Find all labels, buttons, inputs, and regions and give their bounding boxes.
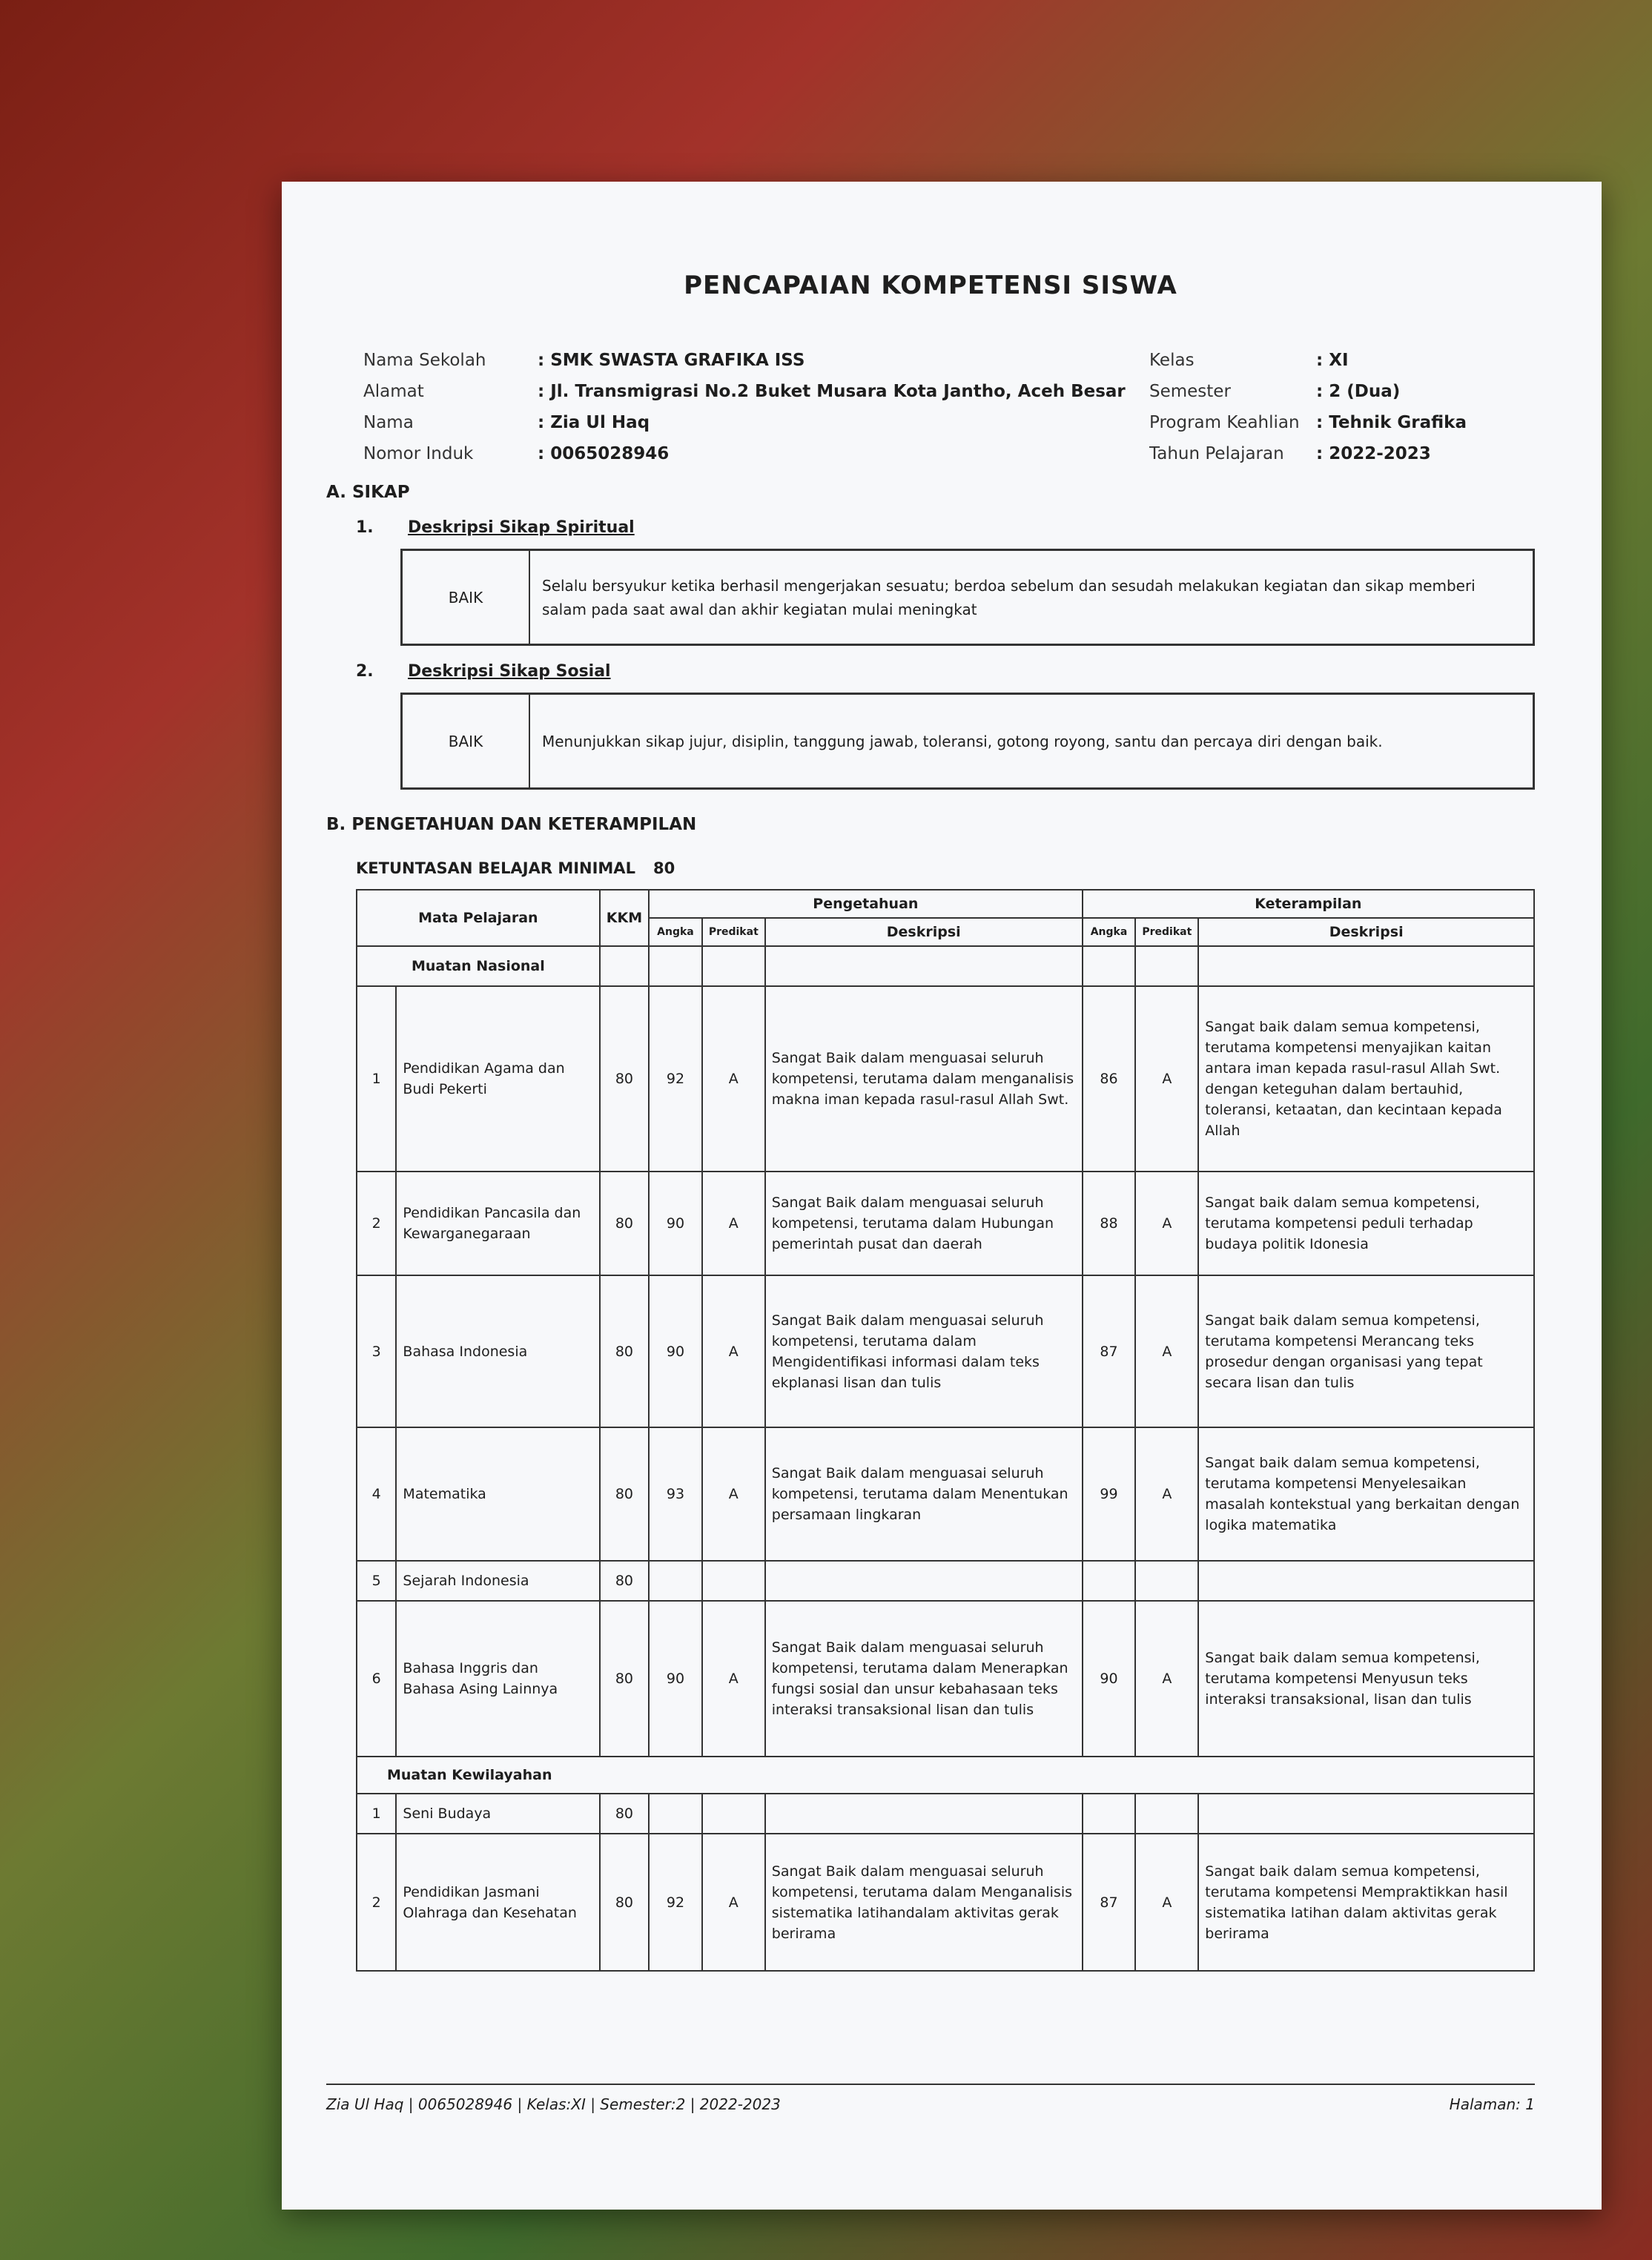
table-row bbox=[357, 1601, 1534, 1757]
table-row bbox=[357, 1172, 1534, 1275]
identity-row bbox=[1149, 376, 1535, 407]
row-number: 6 bbox=[357, 1601, 396, 1757]
identity-label: Nama bbox=[363, 413, 414, 432]
identity-value: : Jl. Transmigrasi No.2 Buket Musara Kota Jantho, Aceh Besar bbox=[538, 382, 1126, 401]
kkm-value: 80 bbox=[600, 1834, 649, 1971]
group-row bbox=[357, 946, 1534, 986]
identity-left bbox=[363, 345, 1126, 469]
empty-cell bbox=[600, 946, 649, 986]
keterampilan-deskripsi: Sangat baik dalam semua kompetensi, terutama kompetensi menyajikan kaitan antara iman kepada rasul-rasul Allah Swt. dengan keteguhan dalam bertauhid, toleransi, ketaatan, dan kecintaan kepada Allah bbox=[1198, 986, 1534, 1172]
identity-value: : Tehnik Grafika bbox=[1316, 413, 1467, 432]
pengetahuan-deskripsi bbox=[765, 1794, 1083, 1834]
kbm-label: KETUNTASAN BELAJAR MINIMAL bbox=[356, 859, 635, 877]
sikap-sosial-heading bbox=[356, 662, 1535, 681]
identity-row bbox=[363, 345, 1126, 376]
row-number: 4 bbox=[357, 1427, 396, 1561]
identity-label: Nama Sekolah bbox=[363, 351, 486, 370]
table-row bbox=[357, 1794, 1534, 1834]
kkm-value: 80 bbox=[600, 986, 649, 1172]
pengetahuan-deskripsi: Sangat Baik dalam menguasai seluruh kompetensi, terutama dalam Mengidentifikasi informasi dalam teks ekplanasi lisan dan tulis bbox=[765, 1275, 1083, 1427]
page-footer bbox=[326, 2084, 1535, 2113]
sub-number: 1. bbox=[356, 518, 374, 537]
table-row bbox=[357, 1275, 1534, 1427]
kkm-value: 80 bbox=[600, 1794, 649, 1834]
identity-label: Nomor Induk bbox=[363, 444, 474, 463]
student-identity bbox=[326, 345, 1535, 469]
pengetahuan-predikat: A bbox=[702, 1601, 765, 1757]
table-row bbox=[357, 1834, 1534, 1971]
empty-cell bbox=[649, 946, 702, 986]
sikap-sosial-box bbox=[400, 693, 1535, 790]
keterampilan-angka: 99 bbox=[1083, 1427, 1136, 1561]
keterampilan-deskripsi: Sangat baik dalam semua kompetensi, terutama kompetensi peduli terhadap budaya politik Idonesia bbox=[1198, 1172, 1534, 1275]
subject-name: Bahasa Inggris dan Bahasa Asing Lainnya bbox=[396, 1601, 599, 1757]
row-number: 5 bbox=[357, 1561, 396, 1601]
keterampilan-angka bbox=[1083, 1794, 1136, 1834]
pengetahuan-deskripsi bbox=[765, 1561, 1083, 1601]
keterampilan-angka: 86 bbox=[1083, 986, 1136, 1172]
sikap-spiritual-box bbox=[400, 549, 1535, 646]
identity-row bbox=[363, 407, 1126, 438]
identity-label: Tahun Pelajaran bbox=[1149, 444, 1284, 463]
subject-name: Sejarah Indonesia bbox=[396, 1561, 599, 1601]
identity-value: : 0065028946 bbox=[538, 444, 670, 463]
subject-name: Matematika bbox=[396, 1427, 599, 1561]
identity-row bbox=[1149, 438, 1535, 469]
identity-row bbox=[1149, 345, 1535, 376]
sikap-deskripsi: Menunjukkan sikap jujur, disiplin, tanggung jawab, toleransi, gotong royong, santu dan percaya diri dengan baik. bbox=[542, 732, 1383, 750]
keterampilan-predikat: A bbox=[1135, 1275, 1198, 1427]
keterampilan-predikat: A bbox=[1135, 1834, 1198, 1971]
group-label: Muatan Kewilayahan bbox=[357, 1757, 1534, 1794]
empty-cell bbox=[765, 946, 1083, 986]
subject-name: Bahasa Indonesia bbox=[396, 1275, 599, 1427]
subject-name: Pendidikan Jasmani Olahraga dan Kesehatan bbox=[396, 1834, 599, 1971]
keterampilan-angka: 90 bbox=[1083, 1601, 1136, 1757]
pengetahuan-angka: 90 bbox=[649, 1275, 702, 1427]
keterampilan-predikat bbox=[1135, 1561, 1198, 1601]
table-row bbox=[357, 1427, 1534, 1561]
kkm-value: 80 bbox=[600, 1601, 649, 1757]
pengetahuan-predikat bbox=[702, 1561, 765, 1601]
identity-row bbox=[1149, 407, 1535, 438]
pengetahuan-angka: 90 bbox=[649, 1601, 702, 1757]
section-sikap-heading: A. SIKAP bbox=[326, 483, 410, 502]
pengetahuan-deskripsi: Sangat Baik dalam menguasai seluruh kompetensi, terutama dalam Menentukan persamaan lingkaran bbox=[765, 1427, 1083, 1561]
header-predikat: Predikat bbox=[702, 918, 765, 946]
report-sheet bbox=[282, 182, 1602, 2210]
subject-name: Seni Budaya bbox=[396, 1794, 599, 1834]
page-title: PENCAPAIAN KOMPETENSI SISWA bbox=[684, 271, 1177, 300]
pengetahuan-predikat: A bbox=[702, 1275, 765, 1427]
sikap-predikat: BAIK bbox=[403, 695, 530, 787]
keterampilan-deskripsi: Sangat baik dalam semua kompetensi, terutama kompetensi Merancang teks prosedur dengan organisasi yang tepat secara lisan dan tulis bbox=[1198, 1275, 1534, 1427]
identity-label: Program Keahlian bbox=[1149, 413, 1300, 432]
pengetahuan-angka: 92 bbox=[649, 986, 702, 1172]
identity-value: : 2 (Dua) bbox=[1316, 382, 1401, 401]
keterampilan-angka: 87 bbox=[1083, 1275, 1136, 1427]
identity-row bbox=[363, 438, 1126, 469]
keterampilan-angka: 87 bbox=[1083, 1834, 1136, 1971]
pengetahuan-deskripsi: Sangat Baik dalam menguasai seluruh kompetensi, terutama dalam Hubungan pemerintah pusat dan daerah bbox=[765, 1172, 1083, 1275]
keterampilan-deskripsi bbox=[1198, 1794, 1534, 1834]
sub-label: Deskripsi Sikap Sosial bbox=[408, 662, 611, 681]
section-pengetahuan-heading: B. PENGETAHUAN DAN KETERAMPILAN bbox=[326, 815, 697, 834]
empty-cell bbox=[1135, 946, 1198, 986]
row-number: 1 bbox=[357, 1794, 396, 1834]
identity-value: : SMK SWASTA GRAFIKA ISS bbox=[538, 351, 805, 370]
identity-value: : Zia Ul Haq bbox=[538, 413, 650, 432]
keterampilan-deskripsi: Sangat baik dalam semua kompetensi, terutama kompetensi Menyusun teks interaksi transaksional, lisan dan tulis bbox=[1198, 1601, 1534, 1757]
sikap-predikat: BAIK bbox=[403, 551, 530, 644]
identity-label: Semester bbox=[1149, 382, 1231, 401]
footer-student-info: Zia Ul Haq | 0065028946 | Kelas:XI | Semester:2 | 2022-2023 bbox=[326, 2095, 781, 2113]
identity-row bbox=[363, 376, 1126, 407]
sub-number: 2. bbox=[356, 662, 374, 681]
header-angka: Angka bbox=[1083, 918, 1136, 946]
header-kkm: KKM bbox=[600, 890, 649, 946]
pengetahuan-deskripsi: Sangat Baik dalam menguasai seluruh kompetensi, terutama dalam Menganalisis sistematika latihandalam aktivitas gerak berirama bbox=[765, 1834, 1083, 1971]
kkm-value: 80 bbox=[600, 1561, 649, 1601]
pengetahuan-angka bbox=[649, 1561, 702, 1601]
identity-value: : 2022-2023 bbox=[1316, 444, 1431, 463]
empty-cell bbox=[1198, 946, 1534, 986]
pengetahuan-predikat bbox=[702, 1794, 765, 1834]
pengetahuan-angka: 92 bbox=[649, 1834, 702, 1971]
keterampilan-deskripsi: Sangat baik dalam semua kompetensi, terutama kompetensi Menyelesaikan masalah kontekstual yang berkaitan dengan logika matematika bbox=[1198, 1427, 1534, 1561]
grades-table bbox=[356, 889, 1535, 1972]
header-mapel: Mata Pelajaran bbox=[357, 890, 600, 946]
sub-label: Deskripsi Sikap Spiritual bbox=[408, 518, 635, 537]
kbm-value: 80 bbox=[652, 859, 675, 877]
row-number: 1 bbox=[357, 986, 396, 1172]
empty-cell bbox=[702, 946, 765, 986]
kkm-value: 80 bbox=[600, 1427, 649, 1561]
group-label: Muatan Nasional bbox=[357, 946, 600, 986]
header-deskripsi: Deskripsi bbox=[1198, 918, 1534, 946]
pengetahuan-angka: 90 bbox=[649, 1172, 702, 1275]
table-row bbox=[357, 1561, 1534, 1601]
kkm-value: 80 bbox=[600, 1172, 649, 1275]
row-number: 2 bbox=[357, 1172, 396, 1275]
keterampilan-predikat bbox=[1135, 1794, 1198, 1834]
page-number: Halaman: 1 bbox=[1449, 2095, 1535, 2113]
identity-right bbox=[1149, 345, 1535, 469]
keterampilan-angka: 88 bbox=[1083, 1172, 1136, 1275]
keterampilan-predikat: A bbox=[1135, 1172, 1198, 1275]
pengetahuan-predikat: A bbox=[702, 1427, 765, 1561]
keterampilan-deskripsi: Sangat baik dalam semua kompetensi, terutama kompetensi Mempraktikkan hasil sistematika latihan dalam aktivitas gerak berirama bbox=[1198, 1834, 1534, 1971]
subject-name: Pendidikan Pancasila dan Kewarganegaraan bbox=[396, 1172, 599, 1275]
identity-label: Alamat bbox=[363, 382, 424, 401]
header-deskripsi: Deskripsi bbox=[765, 918, 1083, 946]
subject-name: Pendidikan Agama dan Budi Pekerti bbox=[396, 986, 599, 1172]
row-number: 2 bbox=[357, 1834, 396, 1971]
row-number: 3 bbox=[357, 1275, 396, 1427]
sikap-spiritual-heading bbox=[356, 518, 1535, 537]
pengetahuan-angka bbox=[649, 1794, 702, 1834]
keterampilan-predikat: A bbox=[1135, 986, 1198, 1172]
pengetahuan-deskripsi: Sangat Baik dalam menguasai seluruh kompetensi, terutama dalam menganalisis makna iman kepada rasul-rasul Allah Swt. bbox=[765, 986, 1083, 1172]
table-row bbox=[357, 986, 1534, 1172]
identity-label: Kelas bbox=[1149, 351, 1195, 370]
pengetahuan-predikat: A bbox=[702, 986, 765, 1172]
kkm-value: 80 bbox=[600, 1275, 649, 1427]
keterampilan-deskripsi bbox=[1198, 1561, 1534, 1601]
keterampilan-angka bbox=[1083, 1561, 1136, 1601]
header-pengetahuan: Pengetahuan bbox=[649, 890, 1083, 918]
identity-value: : XI bbox=[1316, 351, 1349, 370]
header-keterampilan: Keterampilan bbox=[1083, 890, 1534, 918]
keterampilan-predikat: A bbox=[1135, 1601, 1198, 1757]
group-row bbox=[357, 1757, 1534, 1794]
empty-cell bbox=[1083, 946, 1136, 986]
pengetahuan-predikat: A bbox=[702, 1834, 765, 1971]
pengetahuan-predikat: A bbox=[702, 1172, 765, 1275]
header-angka: Angka bbox=[649, 918, 702, 946]
keterampilan-predikat: A bbox=[1135, 1427, 1198, 1561]
sikap-deskripsi: Selalu bersyukur ketika berhasil mengerjakan sesuatu; berdoa sebelum dan sesudah melakukan kegiatan dan sikap memberi salam pada saat awal dan akhir kegiatan mulai meningkat bbox=[542, 576, 1476, 618]
pengetahuan-deskripsi: Sangat Baik dalam menguasai seluruh kompetensi, terutama dalam Menerapkan fungsi sosial dan unsur kebahasaan teks interaksi transaksional lisan dan tulis bbox=[765, 1601, 1083, 1757]
pengetahuan-angka: 93 bbox=[649, 1427, 702, 1561]
kbm-line bbox=[356, 859, 1535, 877]
header-predikat: Predikat bbox=[1135, 918, 1198, 946]
